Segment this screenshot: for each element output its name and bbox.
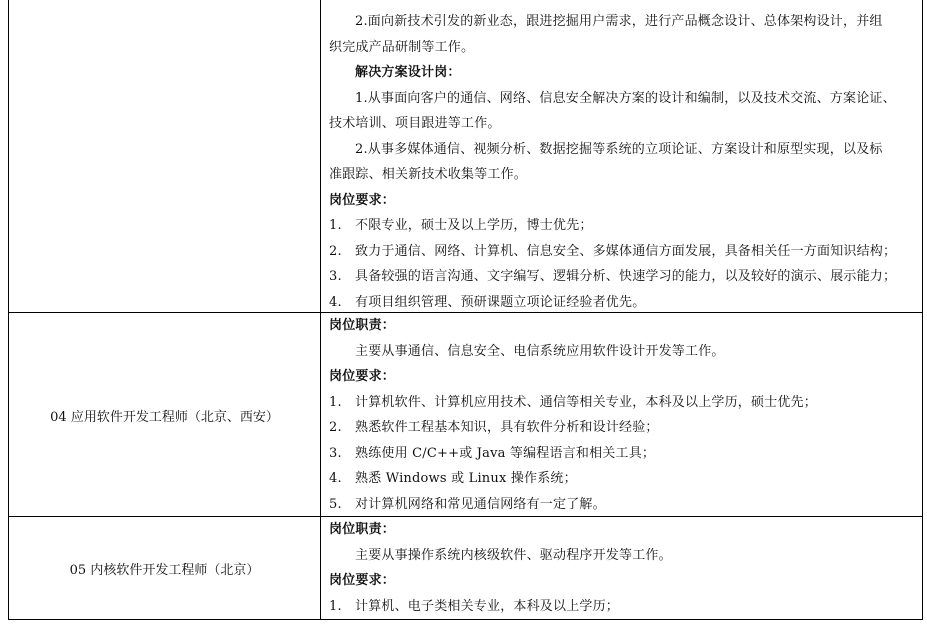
numbered-item xyxy=(329,415,916,441)
numbered-item xyxy=(329,239,916,265)
item-number: 2. xyxy=(329,243,342,259)
text-line: 主要从事操作系统内核级软件、驱动程序开发等工作。 xyxy=(355,547,672,563)
item-number: 2. xyxy=(329,420,342,435)
table-row xyxy=(8,0,923,312)
section-heading: 岗位职责： xyxy=(329,318,396,333)
item-text: 对计算机网络和常见通信网络有一定了解。 xyxy=(355,496,606,512)
numbered-item xyxy=(329,213,916,239)
numbered-item xyxy=(329,492,916,518)
table-row xyxy=(8,516,923,620)
numbered-item xyxy=(329,390,916,416)
job-description-cell xyxy=(321,313,923,517)
section-heading: 岗位职责： xyxy=(329,522,396,537)
section-heading: 岗位要求： xyxy=(329,369,396,384)
text-line: 织完成产品研制等工作。 xyxy=(329,39,475,55)
item-number: 1. xyxy=(329,218,342,233)
job-title: 05 内核软件开发工程师（北京） xyxy=(69,562,260,578)
job-title: 04 应用软件开发工程师（北京、西安） xyxy=(50,409,279,425)
item-text: 有项目组织管理、预研课题立项论证经验者优先。 xyxy=(355,294,646,310)
item-number: 1. xyxy=(329,598,342,614)
section-heading: 岗位要求： xyxy=(329,192,396,208)
table-row xyxy=(8,312,923,517)
job-title-cell xyxy=(8,517,321,619)
text-line: 主要从事通信、信息安全、电信系统应用软件设计开发等工作。 xyxy=(355,343,725,359)
text-line: 准跟踪、相关新技术收集等工作。 xyxy=(329,167,528,182)
numbered-item xyxy=(329,594,916,620)
item-number: 1. xyxy=(329,394,342,410)
item-text: 计算机软件、计算机应用技术、通信等相关专业，本科及以上学历，硕士优先； xyxy=(355,394,818,410)
job-description-cell xyxy=(321,517,923,619)
item-text: 熟悉 Windows 或 Linux 操作系统； xyxy=(355,471,577,486)
text-line: 2.面向新技术引发的新业态，跟进挖掘用户需求，进行产品概念设计、总体架构设计，并组 xyxy=(355,14,883,29)
item-text: 具备较强的语言沟通、文字编写、逻辑分析、快速学习的能力，以及较好的演示、展示能力； xyxy=(355,269,897,284)
job-table xyxy=(8,0,923,622)
job-title-cell xyxy=(8,313,321,517)
item-number: 5. xyxy=(329,496,342,512)
item-number: 3. xyxy=(329,269,342,284)
item-text: 熟练使用 C/C++或 Java 等编程语言和相关工具； xyxy=(355,445,656,461)
section-heading: 解决方案设计岗： xyxy=(355,65,461,80)
job-description-cell xyxy=(321,0,923,312)
numbered-item xyxy=(329,441,916,467)
item-text: 计算机、电子类相关专业，本科及以上学历； xyxy=(355,598,620,614)
text-line: 技术培训、项目跟进等工作。 xyxy=(329,116,501,131)
numbered-item xyxy=(329,264,916,290)
item-number: 4. xyxy=(329,294,342,310)
item-text: 不限专业，硕士及以上学历，博士优先； xyxy=(355,218,593,233)
section-heading: 岗位要求： xyxy=(329,573,396,588)
numbered-item xyxy=(329,466,916,492)
text-line: 2.从事多媒体通信、视频分析、数据挖掘等系统的立项论证、方案设计和原型实现，以及标 xyxy=(355,141,883,157)
item-text: 致力于通信、网络、计算机、信息安全、多媒体通信方面发展，具备相关任一方面知识结构； xyxy=(355,243,897,259)
item-number: 4. xyxy=(329,471,342,486)
text-line: 1.从事面向客户的通信、网络、信息安全解决方案的设计和编制，以及技术交流、方案论证、 xyxy=(355,90,896,106)
item-text: 熟悉软件工程基本知识，具有软件分析和设计经验； xyxy=(355,420,659,435)
job-title-cell xyxy=(8,0,321,312)
item-number: 3. xyxy=(329,445,342,461)
